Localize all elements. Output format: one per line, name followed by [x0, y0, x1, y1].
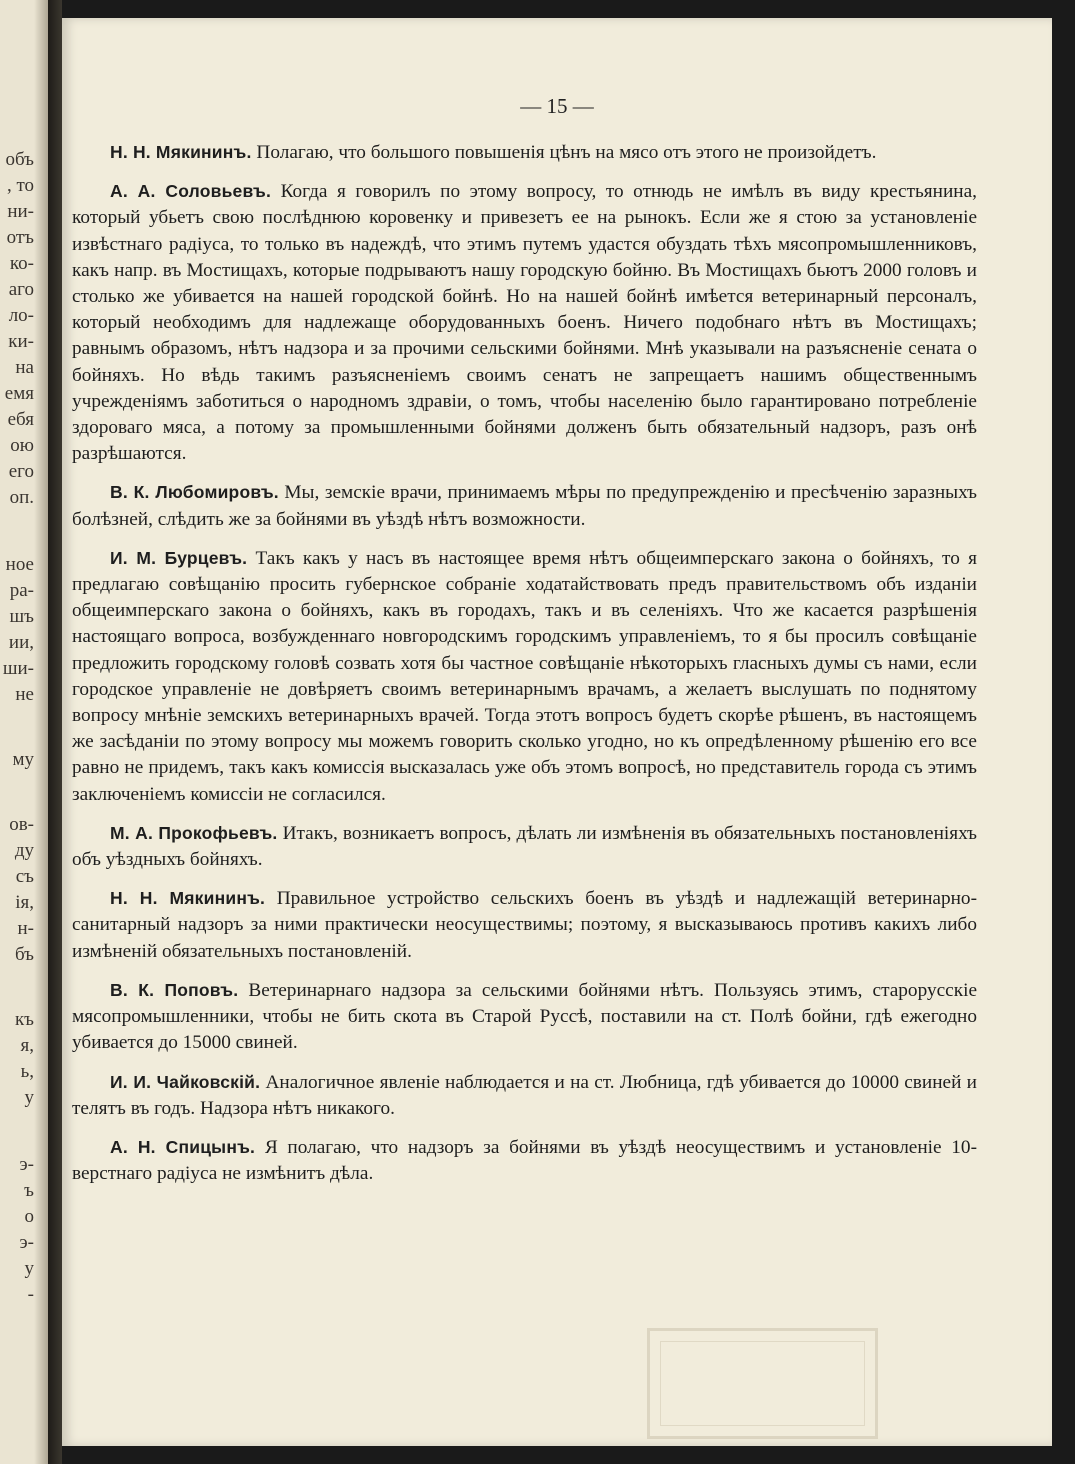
speech-paragraph [72, 1134, 977, 1187]
facing-page-fragment: о [24, 1206, 34, 1227]
facing-page-edge [0, 0, 48, 1464]
page-spine-shadow [34, 0, 48, 1464]
facing-page-fragment: э- [19, 1154, 34, 1175]
speech-paragraph [72, 178, 977, 467]
facing-page-fragment: ко- [9, 253, 34, 274]
facing-page-fragment: я, [20, 1035, 34, 1056]
facing-page-fragment: объ [5, 149, 34, 170]
speech-paragraph [72, 885, 977, 965]
facing-page-fragment: емя [4, 383, 34, 404]
facing-page-fragment: ов- [9, 814, 34, 835]
speech-text: Ветеринарнаго надзора за сельскими бойнями нѣтъ. Пользуясь этимъ, старорусскіе мясопромышленники, чтобы не бить скота въ Старой Руссѣ, поставили на ст. Полѣ бойни, гдѣ ежегодно убивается до 15000 свиней. [72, 979, 977, 1054]
speaker-name: И. И. Чайковскій. [110, 1071, 261, 1092]
library-stamp [647, 1328, 878, 1439]
speaker-name: В. К. Любомировъ. [110, 482, 279, 503]
facing-page-fragment: отъ [6, 227, 34, 248]
speech-paragraph [72, 820, 977, 873]
facing-page-fragment: ра- [9, 580, 34, 601]
facing-page-fragment: ь, [20, 1061, 34, 1082]
facing-page-fragment: н- [17, 918, 34, 939]
page-body [72, 139, 977, 1199]
speaker-name: Н. Н. Мякининъ. [110, 888, 266, 909]
facing-page-fragment: съ [15, 866, 34, 887]
speech-paragraph [72, 977, 977, 1057]
page-number: — 15 — [520, 94, 594, 118]
speaker-name: А. Н. Спицынъ. [110, 1136, 256, 1157]
facing-page-fragment: ія, [15, 892, 34, 913]
facing-page-fragment: бъ [14, 944, 34, 965]
speech-paragraph [72, 479, 977, 532]
facing-page-fragment: ное [5, 554, 34, 575]
facing-page-fragment: не [15, 684, 34, 705]
facing-page-fragment: ъ [24, 1180, 34, 1201]
facing-page-fragment: э- [19, 1232, 34, 1253]
facing-page-fragment: у [24, 1258, 34, 1279]
facing-page-fragment: - [27, 1284, 34, 1305]
speech-text: Такъ какъ у насъ въ настоящее время нѣтъ общеимперскаго закона о бойняхъ, то я предлагаю совѣщанію просить губернское собраніе ходатайствовать предъ правительствомъ объ изданіи общеимперскаго закона о бойняхъ, какъ въ городахъ, такъ и въ селеніяхъ. Что же касается разрѣшенія настоящаго вопроса, возбужденнаго новгородскимъ городскимъ управленіемъ, то я бы просилъ совѣщаніе предложить городскому головѣ созвать хотя бы частное совѣщаніе нѣкоторыхъ гласныхъ думы съ нами, если городское управленіе не довѣряетъ своимъ ветеринарнымъ врачамъ, а желаетъ выслушать по поднятому вопросу мнѣніе земскихъ ветеринарныхъ врачей. Тогда этотъ вопросъ будетъ скорѣе рѣшенъ, въ настоящемъ же засѣданіи по этому вопросу мы можемъ говорить сколько угодно, но къ опредѣленному рѣшенію его все равно не придемъ, такъ какъ комиссія высказалась уже объ этомъ вопросѣ, но представитель города съ этимъ заключеніемъ комиссіи не согласился. [72, 547, 977, 805]
speech-text: Я полагаю, что надзоръ за бойнями въ уѣздѣ неосуществимъ и установленіе 10-верстнаго радіуса не измѣнитъ дѣла. [72, 1136, 977, 1185]
facing-page-fragment: ии, [8, 632, 34, 653]
speech-text: Мы, земскіе врачи, принимаемъ мѣры по предупрежденію и пресѣченію заразныхъ болѣзней, слѣдить же за бойнями въ уѣздѣ нѣтъ возможности. [72, 482, 977, 530]
speech-text: Правильное устройство сельскихъ боенъ въ уѣздѣ и надлежащій ветеринарно-санитарный надзоръ за ними практически неосуществимы; поэтому, я высказываюсь противъ какихъ либо измѣненій обязательныхъ постановленій. [72, 888, 977, 962]
facing-page-fragment: му [12, 749, 34, 770]
facing-page-fragment: его [8, 461, 34, 482]
speaker-name: И. М. Бурцевъ. [110, 547, 248, 568]
facing-page-fragment: къ [14, 1009, 34, 1030]
speech-text: Аналогичное явленіе наблюдается и на ст. Любница, гдѣ убивается до 10000 свиней и телятъ въ годъ. Надзора нѣтъ никакого. [72, 1071, 977, 1119]
speech-paragraph [72, 139, 977, 166]
speech-paragraph [72, 1069, 977, 1122]
facing-page-fragment: ду [14, 840, 34, 861]
facing-page-fragment: на [15, 357, 34, 378]
speech-text: Когда я говорилъ по этому вопросу, то отнюдь не имѣлъ въ виду крестьянина, который убьетъ свою послѣднюю коровенку и привезетъ ее на рынокъ. Если же я стою за установленіе извѣстнаго радіуса, то только въ надеждѣ, что этимъ путемъ удастся обуздать тѣхъ мясопромышленниковъ, какъ напр. въ Мостищахъ, которые подрываютъ нашу городскую бойню. Въ Мостищахъ бьютъ 2000 головъ и столько же убивается на нашей городской бойнѣ. Но на нашей бойнѣ имѣется ветеринарный персоналъ, который необходимъ для надлежаще оборудованныхъ боенъ. Ничего подобнаго нѣтъ въ Мостищахъ; равнымъ образомъ, нѣтъ надзора и за прочими сельскими бойнями. Мнѣ указывали на разъясненіе сената о бойняхъ. Но вѣдь такимъ разъясненіемъ своимъ сенатъ не запрещаетъ нашимъ общественнымъ учрежденіямъ заботиться о народномъ здравіи, о томъ, чтобы населенію было гарантировано потребленіе здороваго мяса, а потому за промышленными бойнями долженъ быть обязательный надзоръ, разъ онѣ разрѣшаются. [72, 181, 977, 465]
speaker-name: Н. Н. Мякининъ. [110, 142, 252, 162]
facing-page-fragment: ебя [7, 409, 34, 430]
facing-page-fragment: оп. [9, 487, 34, 508]
facing-page-fragment: ою [10, 435, 34, 456]
speaker-name: М. А. Прокофьевъ. [110, 822, 278, 843]
speaker-name: В. К. Поповъ. [110, 979, 239, 1000]
facing-page-fragment: у [24, 1087, 34, 1108]
speech-text: Полагаю, что большого повышенія цѣнъ на мясо отъ этого не произойдетъ. [256, 142, 877, 163]
facing-page-fragment: ло- [8, 305, 34, 326]
book-gutter [48, 0, 62, 1464]
facing-page-fragment: аго [8, 279, 34, 300]
facing-page-fragment: ши- [2, 658, 34, 679]
speech-paragraph [72, 545, 977, 808]
facing-page-fragment: , то [6, 175, 34, 196]
speaker-name: А. А. Соловьевъ. [110, 181, 272, 202]
speech-text: Итакъ, возникаетъ вопросъ, дѣлать ли измѣненія въ обязательныхъ постановленіяхъ объ уѣздныхъ бойняхъ. [72, 822, 978, 871]
facing-page-fragment: ни- [7, 201, 34, 222]
book-page [62, 18, 1052, 1446]
facing-page-fragment: шъ [9, 606, 34, 627]
facing-page-fragment: ки- [8, 331, 34, 352]
